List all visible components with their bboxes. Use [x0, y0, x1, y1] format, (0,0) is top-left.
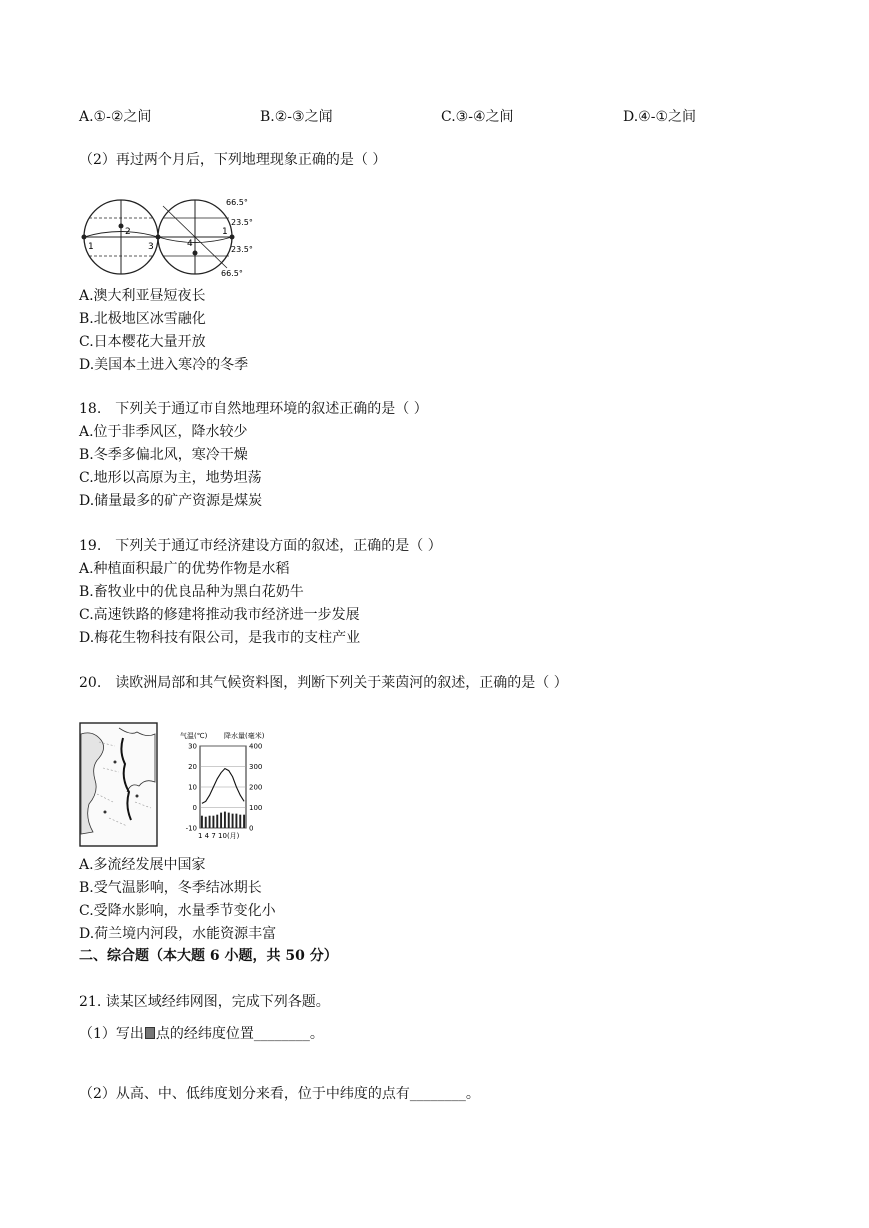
precip-bar — [212, 816, 214, 828]
chart-right-tick-label: 400 — [249, 742, 263, 751]
label-2: 2 — [125, 227, 131, 237]
q17-2-option-c: C.日本樱花大量开放 — [79, 334, 206, 350]
q21-sub1 — [79, 1024, 324, 1044]
chart-left-tick-label: -10 — [185, 824, 197, 833]
q20-option-d: D.荷兰境内河段，水能资源丰富 — [79, 926, 277, 942]
label-1: 1 — [88, 242, 94, 252]
orbit-point-3 — [156, 235, 161, 240]
precip-bar — [239, 815, 241, 828]
q17-2-option-a: A.澳大利亚昼短夜长 — [79, 288, 206, 304]
q17-option-a: A.①-②之间 — [79, 109, 152, 125]
orbit-point-4 — [193, 251, 198, 256]
earth-orbit-figure — [79, 196, 259, 278]
chart-temp-label: 气温(℃) — [180, 732, 208, 740]
q20-option-c: C.受降水影响，水量季节变化小 — [79, 903, 276, 919]
point-marker-icon — [145, 1027, 155, 1039]
q18-option-c: C.地形以高原为主，地势坦荡 — [79, 470, 262, 486]
q21-prompt: 21. 读某区域经纬网图，完成下列各题。 — [79, 994, 330, 1010]
precip-bar — [201, 816, 203, 828]
label-1b: 1 — [222, 227, 228, 237]
q17-options-row — [0, 106, 869, 126]
q18-prompt: 18. 下列关于通辽市自然地理环境的叙述正确的是（ ） — [79, 401, 428, 417]
q17-2-option-b: B.北极地区冰雪融化 — [79, 311, 206, 327]
chart-left-tick-label: 10 — [188, 783, 197, 792]
orbit-point-1 — [82, 235, 87, 240]
map-city-3 — [104, 811, 107, 814]
q18-option-a: A.位于非季风区，降水较少 — [79, 424, 248, 440]
precip-bar — [235, 814, 237, 828]
chart-x-ticks: 1 4 7 10(月) — [198, 832, 240, 840]
q17-option-b: B.②-③之闻 — [260, 109, 333, 125]
chart-right-ticks — [249, 743, 262, 833]
chart-left-tick-label: 30 — [188, 742, 197, 751]
label-lat-235n: 23.5° — [231, 218, 253, 227]
precip-bar — [243, 815, 245, 828]
chart-temp-line-group — [202, 769, 244, 804]
precip-bar — [205, 817, 207, 828]
orbit-point-1b — [230, 235, 235, 240]
q21-sub2: （2）从高、中、低纬度划分来看，位于中纬度的点有________。 — [79, 1086, 480, 1102]
q18-option-b: B.冬季多偏北风，寒冷干燥 — [79, 447, 248, 463]
chart-right-tick-label: 0 — [249, 824, 254, 833]
q19-option-b: B.畜牧业中的优良品种为黑白花奶牛 — [79, 584, 304, 600]
chart-right-tick-label: 200 — [249, 783, 263, 792]
q17-2-prompt: （2）再过两个月后，下列地理现象正确的是（ ） — [79, 152, 387, 168]
q20-prompt: 20. 读欧洲局部和其气候资料图，判断下列关于莱茵河的叙述，正确的是（ ） — [79, 675, 568, 691]
precip-bar — [224, 812, 226, 828]
climate-chart — [178, 728, 278, 846]
q19-option-d: D.梅花生物科技有限公司，是我市的支柱产业 — [79, 630, 361, 646]
temp-line — [202, 769, 244, 804]
section-2-title: 二、综合题（本大题 6 小题，共 50 分） — [79, 948, 338, 964]
precip-bar — [220, 813, 222, 828]
q19-option-c: C.高速铁路的修建将推动我市经济进一步发展 — [79, 607, 360, 623]
precip-bar — [209, 816, 211, 828]
label-3: 3 — [148, 242, 154, 252]
label-lat-665s: 66.5° — [221, 269, 243, 278]
q19-prompt: 19. 下列关于通辽市经济建设方面的叙述，正确的是（ ） — [79, 538, 442, 554]
q21-sub1-after: 点的经纬度位置________。 — [155, 1026, 324, 1042]
map-city-1 — [114, 761, 117, 764]
chart-precip-bars — [201, 812, 245, 828]
map-city-2 — [136, 795, 139, 798]
q20-option-b: B.受气温影响，冬季结冰期长 — [79, 880, 262, 896]
q20-option-a: A.多流经发展中国家 — [79, 857, 206, 873]
chart-right-tick-label: 300 — [249, 763, 263, 771]
orbit-point-2 — [119, 224, 124, 229]
label-lat-665n: 66.5° — [226, 198, 248, 207]
chart-left-tick-label: 20 — [188, 763, 197, 771]
q21-sub1-before: （1）写出 — [79, 1026, 144, 1042]
chart-right-tick-label: 100 — [249, 804, 263, 812]
chart-precip-label: 降水量(毫米) — [224, 732, 265, 740]
q19-option-a: A.种植面积最广的优势作物是水稻 — [79, 561, 290, 577]
q18-option-d: D.储量最多的矿产资源是煤炭 — [79, 493, 263, 509]
precip-bar — [216, 815, 218, 828]
label-lat-235s: 23.5° — [231, 245, 253, 254]
label-4: 4 — [187, 239, 193, 249]
chart-left-tick-label: 0 — [192, 804, 197, 812]
q17-2-option-d: D.美国本土进入寒冷的冬季 — [79, 357, 249, 373]
precip-bar — [228, 813, 230, 828]
europe-map-figure — [79, 722, 159, 847]
q17-option-c: C.③-④之间 — [441, 109, 514, 125]
precip-bar — [232, 814, 234, 828]
q17-option-d: D.④-①之间 — [623, 109, 697, 125]
